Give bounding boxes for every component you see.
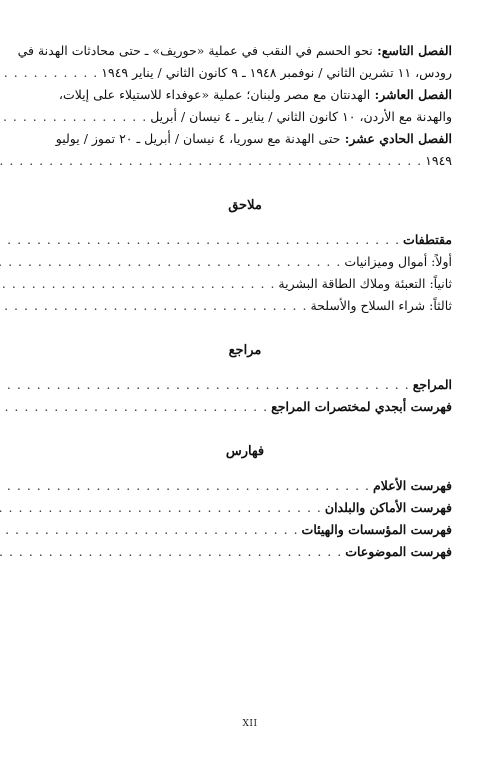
dot-leader	[0, 229, 403, 251]
dot-leader	[0, 519, 302, 541]
entry-label: فهرست الأماكن والبلدان	[324, 500, 452, 515]
chapter-9-entry	[17, 40, 452, 84]
dot-leader	[0, 273, 278, 295]
toc-line	[17, 40, 452, 62]
chapter-label: الفصل الحادي عشر:	[340, 131, 452, 146]
toc-entry[interactable]	[38, 251, 452, 273]
entry-label: ثالثاً: شراء السلاح والأسلحة	[310, 298, 452, 313]
chapter-title	[18, 40, 452, 62]
dot-leader	[0, 475, 373, 497]
entry-label: أولاً: أموال وميزانيات	[344, 254, 452, 269]
toc-line	[38, 128, 452, 150]
chapter-label: الفصل العاشر:	[370, 87, 452, 102]
section-heading-appendices: ملاحق	[228, 198, 262, 213]
toc-entry[interactable]	[38, 519, 452, 541]
toc-entry[interactable]	[38, 396, 452, 418]
entry-label: فهرست الأعلام	[373, 478, 452, 493]
chapter-text: نحو الحسم في النقب في عملية «حوريف» ـ حتى محادثات الهدنة في	[17, 43, 373, 58]
dot-leader	[0, 295, 310, 317]
entry-label: فهرست المؤسسات والهيئات	[301, 522, 452, 537]
chapter-title	[38, 128, 452, 150]
entry-label: مقتطفات	[403, 232, 452, 247]
toc-entry[interactable]	[38, 374, 452, 396]
page-folio: XII	[242, 719, 258, 729]
section-heading-indexes: فهارس	[225, 444, 265, 459]
chapter-11-entry	[38, 128, 452, 172]
references-section	[38, 374, 452, 418]
toc-entry[interactable]	[38, 229, 452, 251]
entry-label: فهرست أبجدي لمختصرات المراجع	[271, 399, 452, 414]
chapter-text: والهدنة مع الأردن، ١٠ كانون الثاني / يناير ـ ٤ نيسان / أبريل	[150, 109, 452, 124]
entry-label: ثانياً: التعبئة وملاك الطاقة البشرية	[278, 276, 452, 291]
entry-label: فهرست الموضوعات	[345, 544, 452, 559]
toc-line	[38, 62, 452, 84]
toc-line	[38, 150, 452, 172]
dot-leader	[0, 396, 271, 418]
chapter-text: ١٩٤٩	[425, 153, 452, 168]
chapter-10-entry	[38, 84, 452, 128]
chapter-label: الفصل التاسع:	[372, 43, 452, 58]
section-heading-references: مراجع	[228, 343, 262, 358]
toc-page	[17, 40, 452, 563]
dot-leader	[0, 541, 345, 563]
toc-entry[interactable]	[38, 497, 452, 519]
dot-leader	[0, 251, 344, 273]
dot-leader	[0, 106, 150, 128]
dot-leader	[0, 497, 325, 519]
chapter-text: الهدنتان مع مصر ولبنان؛ عملية «عوفداء للاستيلاء على إيلات،	[58, 87, 371, 102]
chapter-title	[38, 84, 452, 106]
dot-leader	[0, 374, 413, 396]
toc-entry[interactable]	[38, 541, 452, 563]
indexes-section	[38, 475, 452, 563]
toc-entry[interactable]	[38, 273, 452, 295]
chapter-text: حتى الهدنة مع سوريا، ٤ نيسان / أبريل ـ ٢٠ تموز / يوليو	[55, 131, 341, 146]
entry-label: المراجع	[412, 377, 452, 392]
chapter-text: رودس، ١١ تشرين الثاني / نوفمبر ١٩٤٨ ـ ٩ كانون الثاني / يناير ١٩٤٩	[101, 65, 452, 80]
appendices-section	[38, 229, 452, 317]
toc-entry[interactable]	[38, 295, 452, 317]
toc-line	[38, 106, 452, 128]
toc-entry[interactable]	[38, 475, 452, 497]
toc-line	[38, 84, 452, 106]
dot-leader	[0, 62, 101, 84]
dot-leader	[0, 150, 425, 172]
